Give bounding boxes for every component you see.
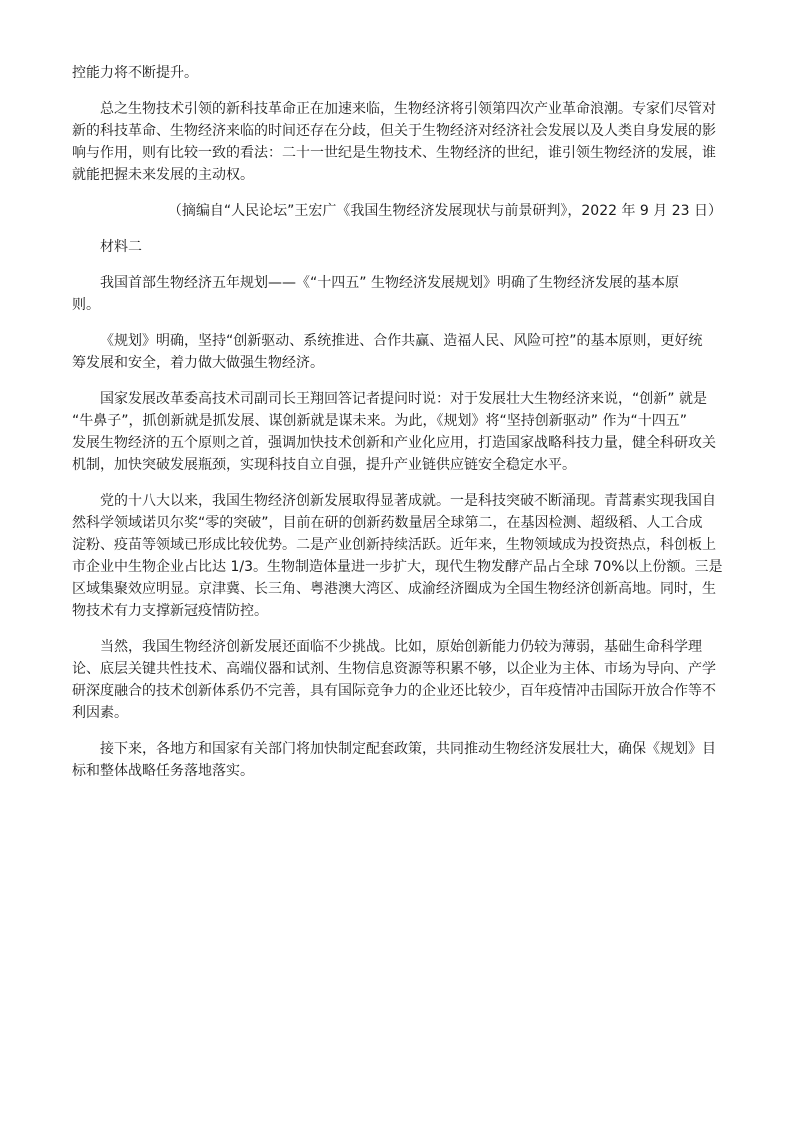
text-line: 论、底层关键共性技术、高端仪器和试剂、生物信息资源等积累不够，以企业为主体、市场为导向、产学 <box>72 661 716 677</box>
text-line: 党的十八大以来，我国生物经济创新发展取得显著成就。一是科技突破不断涌现。青蒿素实现我国自 <box>100 493 716 509</box>
paragraph-achievements <box>72 490 722 622</box>
paragraph-innovation <box>72 388 722 476</box>
text-line: 区域集聚效应明显。京津冀、长三角、粤港澳大湾区、成渝经济圈成为全国生物经济创新高地。同时，生 <box>72 581 716 597</box>
text-line: 接下来，各地方和国家有关部门将加快制定配套政策，共同推动生物经济发展壮大，确保《规划》目 <box>100 741 716 757</box>
paragraph-principles <box>72 330 722 374</box>
text-line: 国家发展改革委高技术司副司长王翔回答记者提问时说：对于发展壮大生物经济来说，“创新” 就是 <box>100 391 707 407</box>
text-line: 研深度融合的技术创新体系仍不完善，具有国际竞争力的企业还比较少，百年疫情冲击国际开放合作等不 <box>72 683 716 699</box>
section-title: 材料二 <box>100 239 142 255</box>
text-line: 《规划》明确，坚持“创新驱动、系统推进、合作共赢、造福人民、风险可控”的基本原则，更好统 <box>100 333 703 349</box>
text-line: 标和整体战略任务落地落实。 <box>72 763 254 779</box>
text-line: 淀粉、疫苗等领域已形成比较优势。二是产业创新持续活跃。近年来，生物领域成为投资热点，科创板上 <box>72 537 716 553</box>
section-heading <box>72 236 722 258</box>
source-citation <box>72 200 722 222</box>
text-line: 则。 <box>72 297 100 313</box>
citation-line: （摘编自“人民论坛”王宏广《我国生物经济发展现状与前景研判》，2022 年 9 月 23 日） <box>167 203 722 219</box>
text-line: 当然，我国生物经济创新发展还面临不少挑战。比如，原始创新能力仍较为薄弱，基础生命科学理 <box>100 639 702 655</box>
paragraph-summary <box>72 98 722 186</box>
paragraph-challenges <box>72 636 722 724</box>
text-line: 总之生物技术引领的新科技革命正在加速来临，生物经济将引领第四次产业革命浪潮。专家们尽管对 <box>100 101 716 117</box>
text-line: 筹发展和安全，着力做大做强生物经济。 <box>72 355 324 371</box>
text-line: 我国首部生物经济五年规划——《“十四五” 生物经济发展规划》明确了生物经济发展的基本原 <box>100 275 679 291</box>
paragraph-continuation <box>72 62 722 84</box>
text-line: 就能把握未来发展的主动权。 <box>72 167 254 183</box>
paragraph-next-steps <box>72 738 722 782</box>
text-line: 利因素。 <box>72 705 128 721</box>
paragraph-plan-intro <box>72 272 722 316</box>
text-line: 发展生物经济的五个原则之首，强调加快技术创新和产业化应用，打造国家战略科技力量，健全科研攻关 <box>72 435 716 451</box>
text-line: 市企业中生物企业占比达 1/3。生物制造体量进一步扩大，现代生物发酵产品占全球 70%以上份额。三是 <box>72 559 723 575</box>
text-line: 物技术有力支撑新冠疫情防控。 <box>72 603 268 619</box>
text-line: “牛鼻子”，抓创新就是抓发展、谋创新就是谋未来。为此，《规划》将“坚持创新驱动” 作为“十四五” <box>72 413 687 429</box>
text-line: 机制，加快突破发展瓶颈，实现科技自立自强，提升产业链供应链安全稳定水平。 <box>72 457 576 473</box>
text-line: 新的科技革命、生物经济来临的时间还存在分歧，但关于生物经济对经济社会发展以及人类自身发展的影 <box>72 123 716 139</box>
text-line: 然科学领域诺贝尔奖“零的突破”，目前在研的创新药数量居全球第二，在基因检测、超级稻、人工合成 <box>72 515 703 531</box>
document-page <box>72 62 722 796</box>
text-line: 控能力将不断提升。 <box>72 65 198 81</box>
text-line: 响与作用，则有比较一致的看法：二十一世纪是生物技术、生物经济的世纪，谁引领生物经济的发展，谁 <box>72 145 716 161</box>
